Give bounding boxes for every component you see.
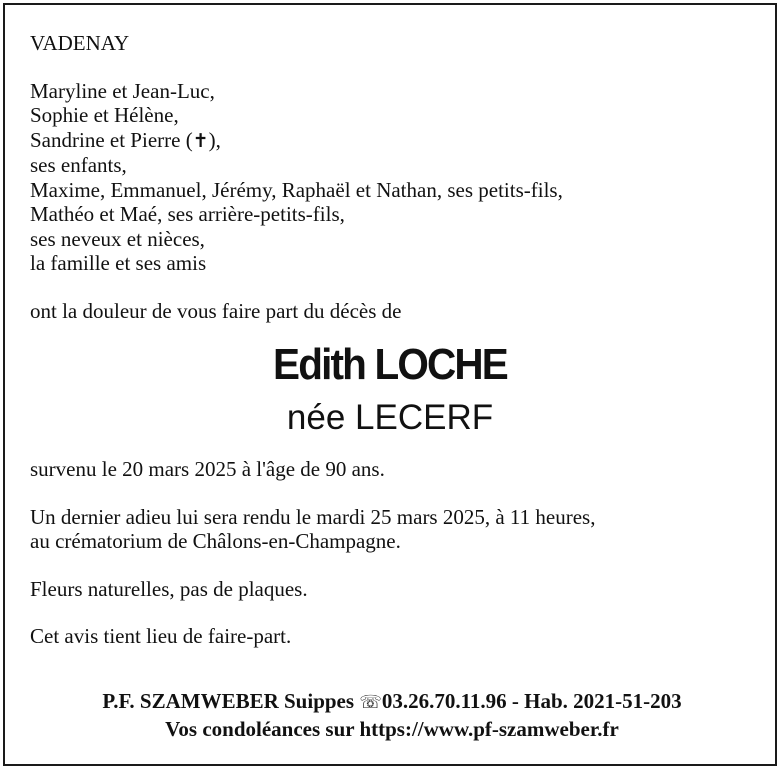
town-name: VADENAY: [30, 31, 130, 55]
funeral-home-name: P.F. SZAMWEBER Suippes: [102, 689, 360, 713]
maiden-name: née LECERF: [286, 398, 494, 437]
family-line: la famille et ses amis: [30, 251, 207, 275]
family-line: Sophie et Hélène,: [30, 103, 179, 127]
family-list: [30, 79, 750, 276]
ceremony-line: Un dernier adieu lui sera rendu le mardi 25 mars 2025, à 11 heures,: [30, 504, 596, 529]
announcement-text: ont la douleur de vous faire part du décès de: [30, 298, 402, 323]
family-line: ses neveux et nièces,: [30, 226, 205, 251]
death-info: survenu le 20 mars 2025 à l'âge de 90 ans.: [30, 457, 385, 481]
phone-and-license: 03.26.70.11.96 - Hab. 2021-51-203: [381, 689, 682, 713]
deceased-name: Edith LOCHE: [273, 340, 507, 389]
family-line-suffix: ),: [208, 127, 221, 152]
condolences-link[interactable]: Vos condoléances sur https://www.pf-szamweber.fr: [165, 717, 619, 741]
family-line: [30, 128, 750, 154]
family-line: Maryline et Jean-Luc,: [30, 78, 215, 103]
cross-icon: ✝: [192, 129, 209, 152]
ceremony-line: au crématorium de Châlons-en-Champagne.: [30, 529, 401, 553]
flowers-note: Fleurs naturelles, pas de plaques.: [30, 576, 308, 601]
obituary-notice: [30, 31, 750, 649]
family-line-text: Sandrine et Pierre (: [30, 127, 193, 152]
funeral-home-contact: [0, 688, 784, 716]
family-line: ses enfants,: [30, 153, 127, 177]
funeral-home-footer: [0, 688, 784, 742]
phone-icon: ☏: [359, 692, 382, 713]
family-line: Maxime, Emmanuel, Jérémy, Raphaël et Nathan, ses petits-fils,: [30, 177, 563, 202]
closing-note: Cet avis tient lieu de faire-part.: [30, 624, 292, 648]
family-line: Mathéo et Maé, ses arrière-petits-fils,: [30, 202, 345, 226]
